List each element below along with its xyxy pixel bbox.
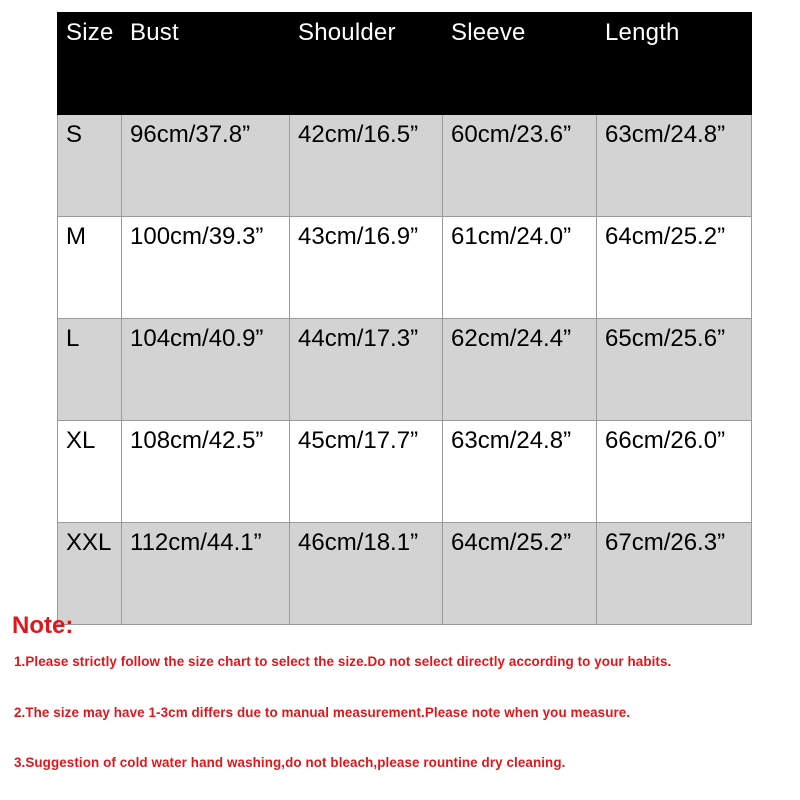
header-sleeve: Sleeve [443, 13, 597, 115]
header-shoulder: Shoulder [290, 13, 443, 115]
header-bust: Bust [122, 13, 290, 115]
cell-length: 67cm/26.3” [597, 523, 752, 625]
cell-bust: 96cm/37.8” [122, 115, 290, 217]
size-chart-table [57, 12, 752, 625]
cell-bust: 112cm/44.1” [122, 523, 290, 625]
cell-sleeve: 64cm/25.2” [443, 523, 597, 625]
table-row [58, 421, 752, 523]
cell-size: L [58, 319, 122, 421]
cell-size: S [58, 115, 122, 217]
cell-sleeve: 61cm/24.0” [443, 217, 597, 319]
cell-shoulder: 42cm/16.5” [290, 115, 443, 217]
cell-length: 65cm/25.6” [597, 319, 752, 421]
note-line-2: 2.The size may have 1-3cm differs due to manual measurement.Please note when you measure. [14, 705, 631, 720]
cell-size: M [58, 217, 122, 319]
note-line-1: 1.Please strictly follow the size chart to select the size.Do not select directly according to your habits. [14, 654, 672, 669]
cell-bust: 104cm/40.9” [122, 319, 290, 421]
cell-bust: 100cm/39.3” [122, 217, 290, 319]
cell-length: 66cm/26.0” [597, 421, 752, 523]
table-row [58, 319, 752, 421]
cell-shoulder: 44cm/17.3” [290, 319, 443, 421]
cell-size: XXL [58, 523, 122, 625]
cell-sleeve: 63cm/24.8” [443, 421, 597, 523]
cell-length: 63cm/24.8” [597, 115, 752, 217]
cell-size: XL [58, 421, 122, 523]
cell-length: 64cm/25.2” [597, 217, 752, 319]
cell-bust: 108cm/42.5” [122, 421, 290, 523]
table-row [58, 217, 752, 319]
note-title: Note: [12, 612, 74, 639]
cell-shoulder: 46cm/18.1” [290, 523, 443, 625]
cell-shoulder: 45cm/17.7” [290, 421, 443, 523]
note-line-3: 3.Suggestion of cold water hand washing,do not bleach,please rountine dry cleaning. [14, 755, 566, 770]
table-row [58, 523, 752, 625]
cell-shoulder: 43cm/16.9” [290, 217, 443, 319]
header-row [58, 13, 752, 115]
cell-sleeve: 60cm/23.6” [443, 115, 597, 217]
cell-sleeve: 62cm/24.4” [443, 319, 597, 421]
header-length: Length [597, 13, 752, 115]
header-size: Size [58, 13, 122, 115]
table-row [58, 115, 752, 217]
